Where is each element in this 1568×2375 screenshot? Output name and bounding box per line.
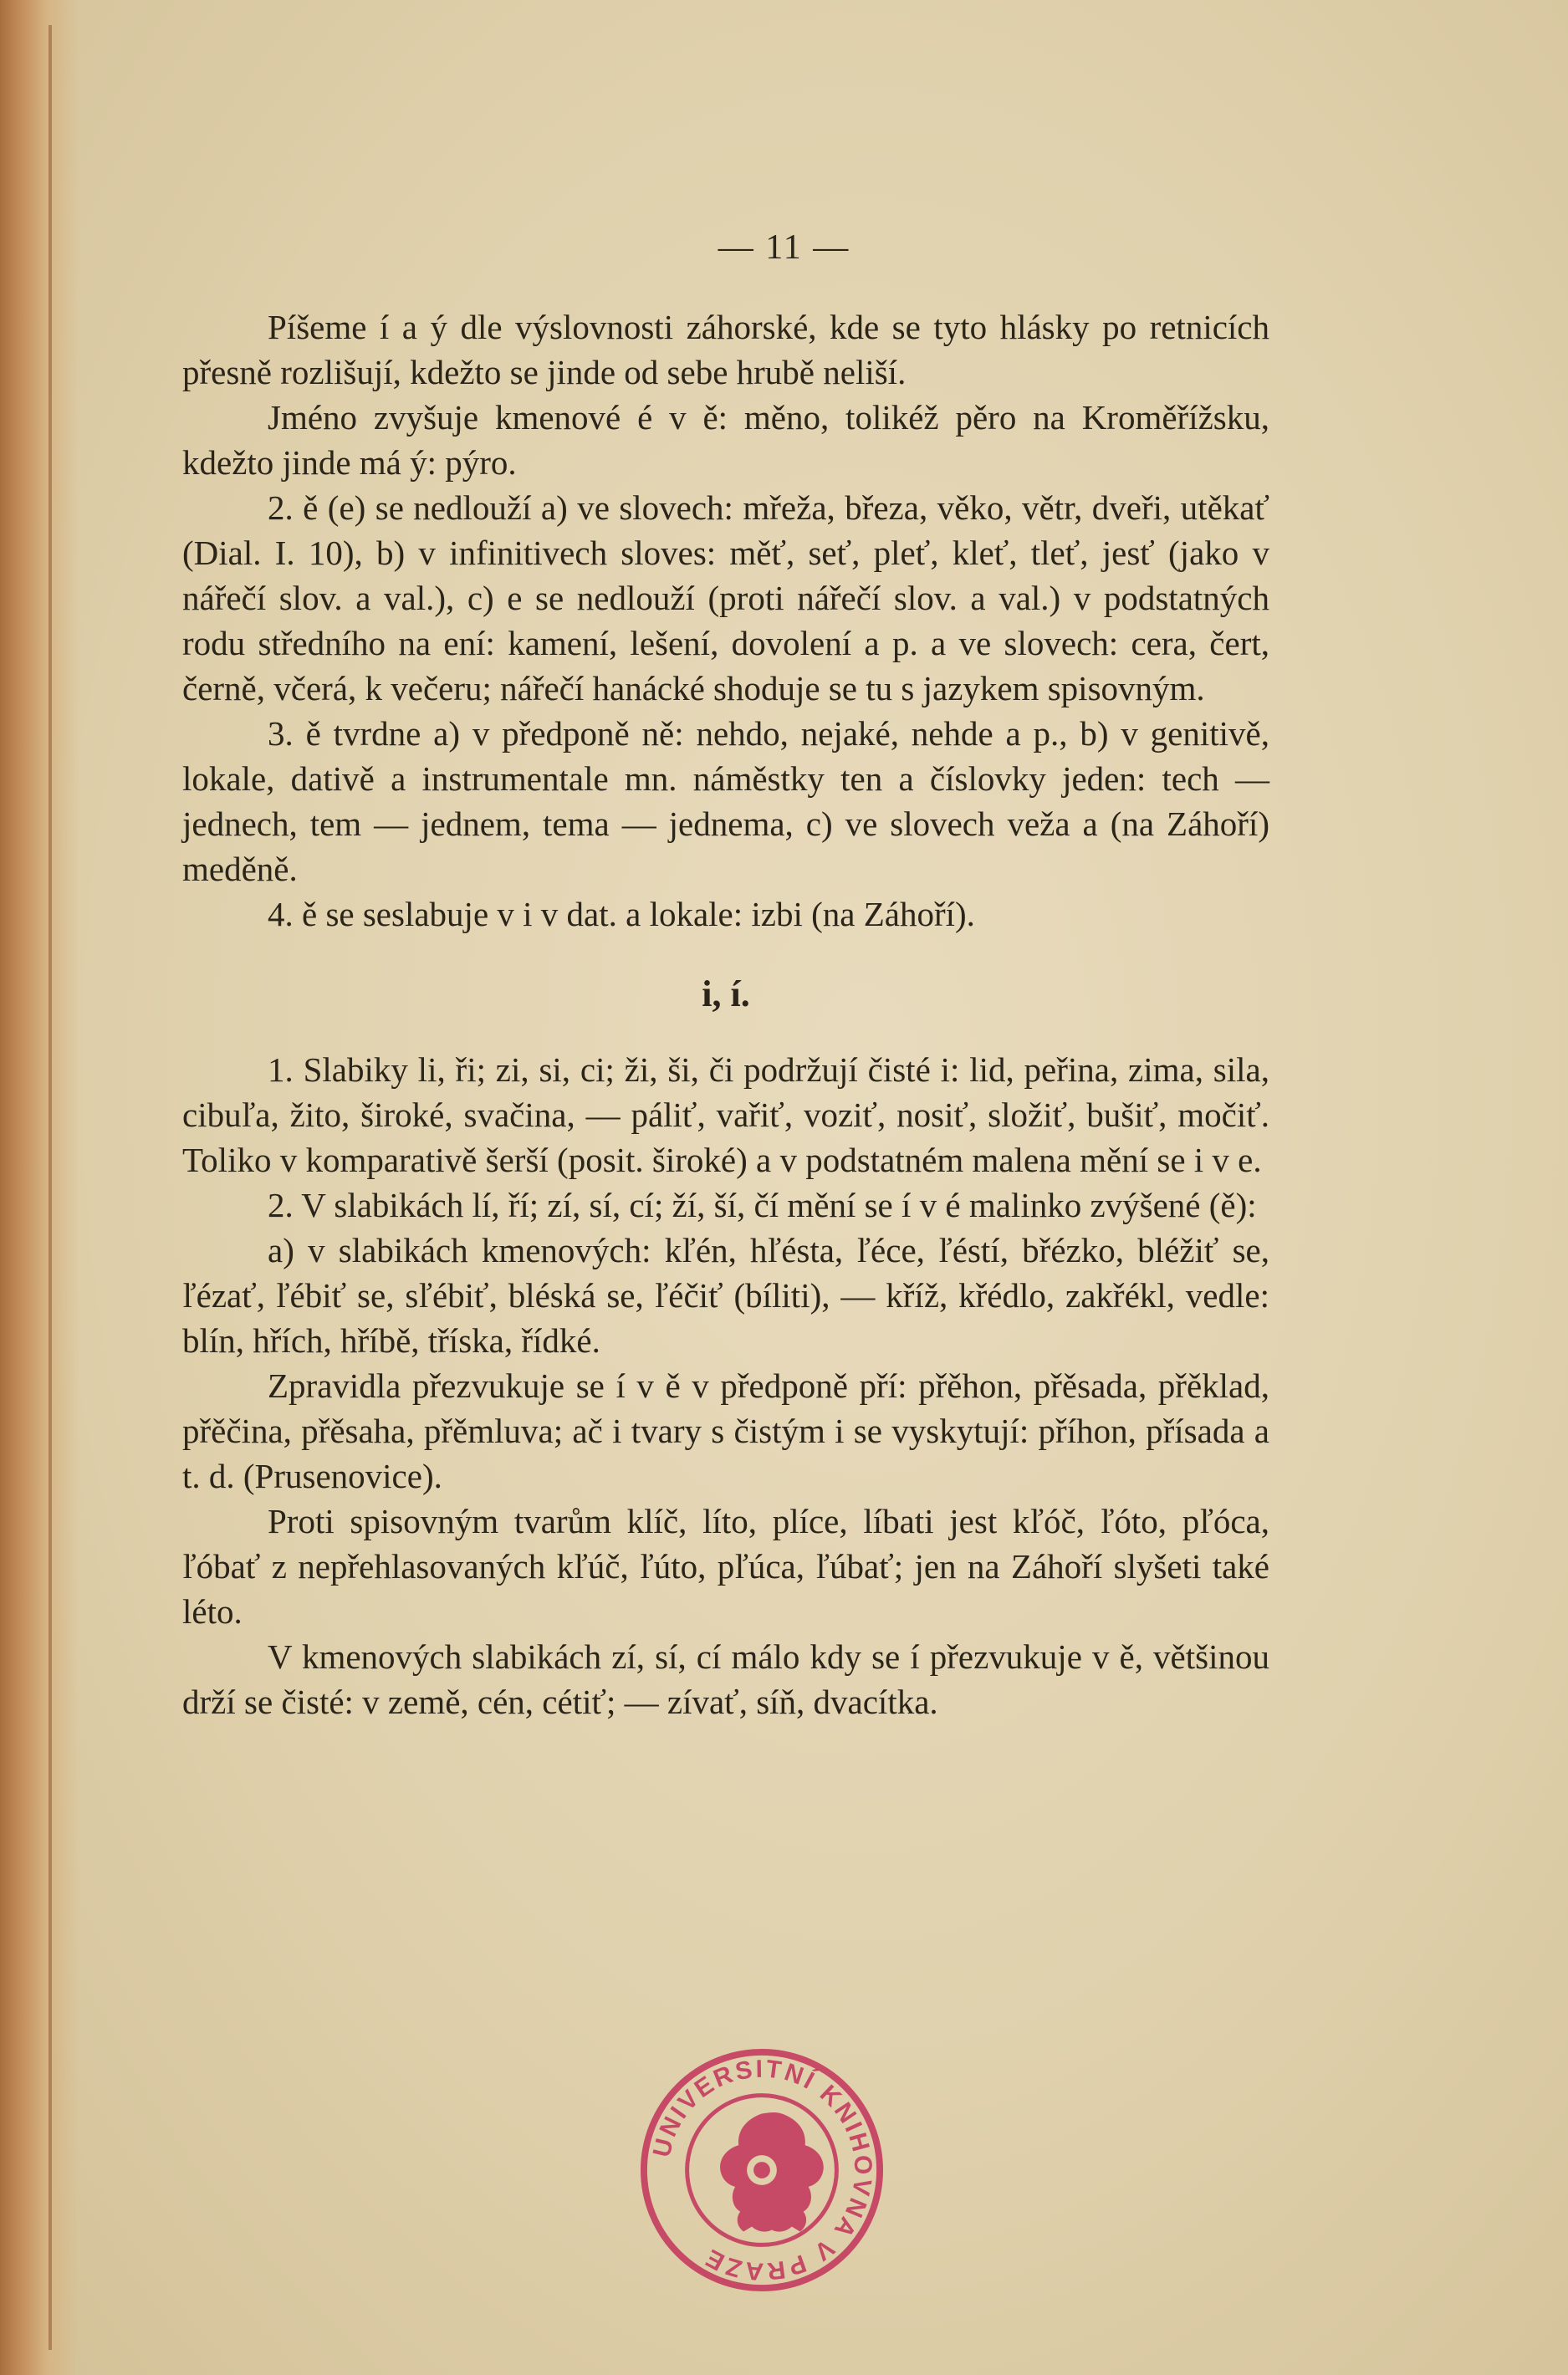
paragraph-5: 4. ě se seslabuje v i v dat. a lokale: izbi (na Záhoří). — [268, 895, 975, 933]
spine-shadow-line — [49, 25, 52, 2350]
book-spine-edge — [0, 0, 79, 2375]
paragraph-2: Jméno zvyšuje kmenové é v ě: měno, tolikéž pěro na Kroměřížsku, kdežto jinde má ý: pýro. — [182, 398, 1269, 482]
library-stamp — [637, 2046, 886, 2295]
main-text-block — [182, 304, 1269, 1724]
paragraph-9: Zpravidla přezvukuje se í v ě v předponě pří: přěhon, přěsada, přěklad, přěčina, přěsaha, přěmluva; ač i tvary s čistým i se vyskytují: příhon, přísada a t. d. (Prusenovice). — [182, 1366, 1269, 1495]
section-heading: i, í. — [702, 973, 750, 1014]
heraldic-lion-icon — [720, 2112, 824, 2232]
paragraph-6: 1. Slabiky li, ři; zi, si, ci; ži, ši, či podržují čisté i: lid, peřina, zima, sila, cibuľa, žito, široké, svačina, — páliť, vařiť, voziť, nosiť, složiť, bušiť, močiť. Toliko v komparativě šerší (posit. široké) a v podstatném malena mění se i v e. — [182, 1050, 1269, 1179]
paragraph-4: 3. ě tvrdne a) v předponě ně: nehdo, nejaké, nehde a p., b) v genitivě, lokale, dativě a instrumentale mn. náměstky ten a číslovky jeden: tech — jednech, tem — jednem, tema — jednema, c) ve slovech veža a (na Záhoří) meděně. — [182, 714, 1269, 888]
paragraph-7: 2. V slabikách lí, ří; zí, sí, cí; ží, ší, čí mění se í v é malinko zvýšené (ě): — [268, 1186, 1257, 1224]
paragraph-8: a) v slabikách kmenových: kľén, hľésta, ľéce, ľéstí, břézko, bléžiť se, ľézať, ľébiť se, sľébiť, bléská se, ľéčiť (bíliti), — kříž, křédlo, zakřékl, vedle: blín, hřích, hříbě, tříska, řídké. — [182, 1231, 1269, 1360]
paragraph-11: V kmenových slabikách zí, sí, cí málo kdy se í přezvukuje v ě, většinou drží se čisté: v země, cén, cétiť; — zívať, síň, dvacítka. — [182, 1637, 1269, 1721]
paragraph-10: Proti spisovným tvarům klíč, líto, plíce, líbati jest kľóč, ľóto, pľóca, ľóbať z nepřehlasovaných kľúč, ľúto, pľúca, ľúbať; jen na Záhoří slyšeti také léto. — [182, 1502, 1269, 1631]
page-number: — 11 — — [718, 228, 850, 267]
stamp-text: UNIVERSITNÍ KNIHOVNA V PRAZE — [647, 2055, 877, 2286]
paragraph-3: 2. ě (e) se nedlouží a) ve slovech: mřeža, březa, věko, větr, dveři, utěkať (Dial. I. 10), b) v infinitivech sloves: měť, seť, pleť, kleť, tleť, jesť (jako v nářečí slov. a val.), c) e se nedlouží (proti nářečí slov. a val.) v podstatných rodu středního na ení: kamení, lešení, dovolení a p. a ve slovech: cera, čert, černě, včerá, k večeru; nářečí hanácké shoduje se tu s jazykem spisovným. — [182, 488, 1269, 707]
paragraph-1: Píšeme í a ý dle výslovnosti záhorské, kde se tyto hlásky po retnicích přesně rozlišují, kdežto se jinde od sebe hrubě neliší. — [182, 308, 1269, 391]
